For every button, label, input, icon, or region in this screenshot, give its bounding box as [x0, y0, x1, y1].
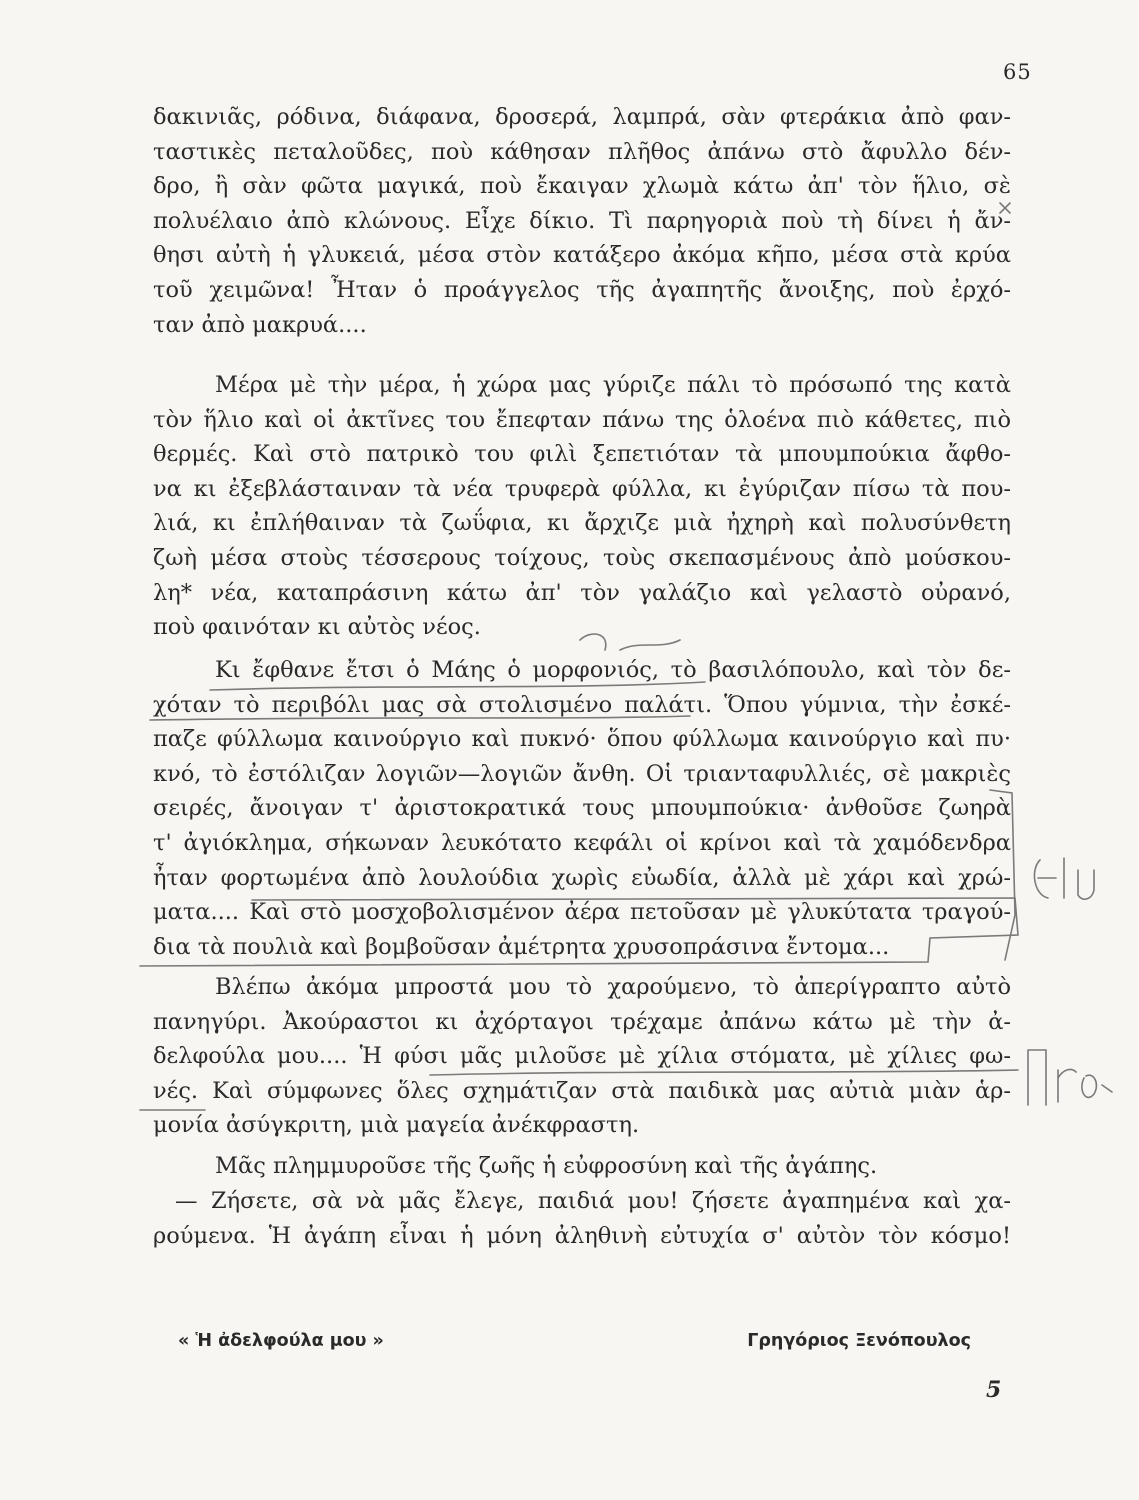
text-line: ματα.... Καὶ στὸ μοσχοβολισμένον ἀέρα πετοῦσαν μὲ γλυκύτατα τραγού- [153, 899, 1011, 926]
text-line: λιά, κι ἐπλήθαιναν τὰ ζωΰφια, κι ἄρχιζε μιὰ ἠχηρὴ καὶ πολυσύνθετη [153, 510, 1011, 537]
text-line: ταν ἀπὸ μακρυά.... [153, 311, 367, 338]
text-line: μονία ἀσύγκριτη, μιὰ μαγεία ἀνέκφραστη. [153, 1112, 640, 1139]
text-line: τ' ἀγιόκλημα, σήκωναν λευκότατο κεφάλι οἱ κρίνοι καὶ τὰ χαμόδενδρα [153, 829, 1011, 856]
source-signature [178, 1326, 971, 1356]
text-line: θησι αὐτὴ ἡ γλυκειά, μέσα στὸν κατάξερο ἀκόμα κῆπο, μέσα στὰ κρύα [153, 242, 1011, 269]
text-line: παζε φύλλωμα καινούργιο καὶ πυκνό· ὅπου φύλλωμα καινούργιο καὶ πυ· [153, 726, 1011, 753]
page-number: 65 [1003, 60, 1032, 84]
paragraph-3 [153, 653, 1011, 964]
paragraph-2 [153, 368, 1011, 645]
text-line: δακινιᾶς, ρόδινα, διάφανα, δροσερά, λαμπρά, σὰν φτεράκια ἀπὸ φαν- [153, 104, 1011, 130]
text-line: ἦταν φορτωμένα ἀπὸ λουλούδια χωρὶς εὐωδία, ἀλλὰ μὲ χάρι καὶ χρώ- [153, 864, 1011, 891]
text-line: ποὺ φαινόταν κι αὐτὸς νέος. [153, 614, 481, 641]
text-line: σειρές, ἄνοιγαν τ' ἀριστοκρατικά τους μπουμπούκια· ἀνθοῦσε ζωηρὰ [153, 795, 1011, 822]
text-line: Κι ἔφθανε ἔτσι ὁ Μάης ὁ μορφονιός, τὸ βασιλόπουλο, καὶ τὸν δε- [215, 657, 1011, 683]
text-line: λη* νέα, καταπράσινη κάτω ἀπ' τὸν γαλάζιο καὶ γελαστὸ οὐρανό, [153, 579, 1011, 606]
marginal-word-mark [1034, 858, 1094, 899]
text-line: θερμές. Καὶ στὸ πατρικὸ του φιλὶ ξεπετιόταν τὰ μπουμπούκια ἄφθο- [153, 441, 1011, 468]
text-line: Μᾶς πλημμυροῦσε τῆς ζωῆς ἡ εὐφροσύνη καὶ τῆς ἀγάπης. [215, 1153, 878, 1179]
paragraph-6 [153, 1184, 1011, 1253]
author-name: Γρηγόριος Ξενόπουλος [747, 1331, 971, 1351]
text-line: τοῦ χειμῶνα! Ἦταν ὁ προάγγελος τῆς ἀγαπητῆς ἄνοιξης, ποὺ ἐρχό- [153, 276, 1011, 303]
text-line: τὸν ἥλιο καὶ οἱ ἀκτῖνες του ἔπεφταν πάνω της ὁλοένα πιὸ κάθετες, πιὸ [153, 406, 1011, 433]
text-line: — Ζήσετε, σὰ νὰ μᾶς ἔλεγε, παιδιά μου! ζήσετε ἀγαπημένα καὶ χα- [175, 1188, 1011, 1214]
text-line: ταστικὲς πεταλοῦδες, ποὺ κάθησαν πλῆθος ἀπάνω στὸ ἄφυλλο δέν- [153, 138, 1011, 165]
text-line: δρο, ἢ σὰν φῶτα μαγικά, ποὺ ἔκαιγαν χλωμὰ κάτω ἀπ' τὸν ἥλιο, σὲ [153, 173, 1011, 200]
text-line: ζωὴ μέσα στοὺς τέσσερους τοίχους, τοὺς σκεπασμένους ἀπὸ μούσκου- [153, 544, 1011, 571]
text-line: να κι ἐξεβλάσταιναν τὰ νέα τρυφερὰ φύλλα, κι ἐγύριζαν πίσω τὰ που- [153, 475, 1011, 502]
marginal-word-mark [1028, 1050, 1112, 1105]
text-line: ρούμενα. Ἡ ἀγάπη εἶναι ἡ μόνη ἀληθινὴ εὐτυχία σ' αὐτὸν τὸν κόσμο! [153, 1222, 1011, 1249]
text-line: χόταν τὸ περιβόλι μας σὰ στολισμένο παλάτι. Ὅπου γύμνια, τὴν ἐσκέ- [153, 691, 1011, 718]
text-line: κνό, τὸ ἐστόλιζαν λογιῶν—λογιῶν ἄνθη. Οἱ τριανταφυλλιές, σὲ μακριὲς [153, 760, 1011, 787]
text-line: πανηγύρι. Ἀκούραστοι κι ἀχόρταγοι τρέχαμε ἀπάνω κάτω μὲ τὴν ἀ- [153, 1008, 1011, 1035]
signature-number: 5 [986, 1377, 1002, 1403]
paragraph-4 [153, 970, 1011, 1143]
text-line: Μέρα μὲ τὴν μέρα, ἡ χώρα μας γύριζε πάλι τὸ πρόσωπό της κατὰ [215, 372, 1011, 398]
source-title: « Ἡ ἀδελφούλα μου » [178, 1331, 384, 1351]
paragraph-1 [153, 100, 1011, 342]
text-line: δια τὰ πουλιὰ καὶ βομβοῦσαν ἀμέτρητα χρυσοπράσινα ἔντομα... [153, 933, 890, 960]
text-line: νές. Καὶ σύμφωνες ὅλες σχημάτιζαν στὰ παιδικὰ μας αὐτιὰ μιὰν ἁρ- [153, 1077, 1011, 1104]
text-line: πολυέλαιο ἀπὸ κλώνους. Εἶχε δίκιο. Τὶ παρηγοριὰ ποὺ τὴ δίνει ἡ ἄν- [153, 207, 1011, 234]
text-line: δελφούλα μου.... Ἡ φύσι μᾶς μιλοῦσε μὲ χίλια στόματα, μὲ χίλιες φω- [153, 1043, 1011, 1070]
paragraph-5 [153, 1149, 1011, 1184]
text-line: Βλέπω ἀκόμα μπροστά μου τὸ χαρούμενο, τὸ ἀπερίγραπτο αὐτὸ [215, 974, 1011, 1000]
